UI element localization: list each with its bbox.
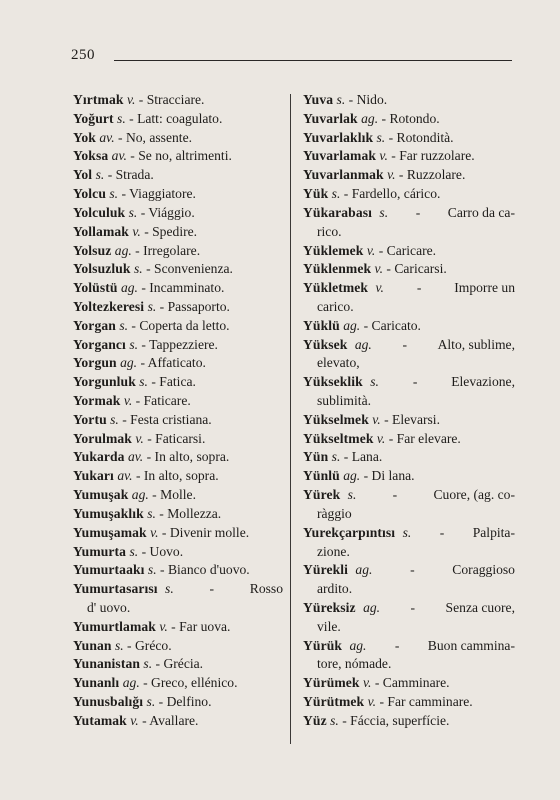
entry-headword: Yuvarlanmak: [303, 167, 384, 183]
entry-part-of-speech: s.: [147, 505, 156, 521]
entry-headword: Yunan: [73, 637, 112, 653]
dictionary-entry: Yol s. - Strada.: [73, 167, 154, 183]
entry-part-of-speech: av.: [99, 129, 115, 145]
entry-headword: Yüklenmek: [303, 261, 372, 277]
entry-part-of-speech: ag.: [131, 487, 149, 503]
dictionary-entry: Yüklemek v. - Caricare.: [303, 242, 437, 258]
entry-definition: Elevazione,: [451, 374, 515, 390]
entry-headword: Yolcu: [73, 186, 106, 202]
entry-headword: Yünlü: [303, 468, 340, 484]
dictionary-entry: Yürük ag. - Buon cammina-: [303, 637, 515, 656]
entry-headword: Yuvarlak: [303, 110, 358, 126]
dictionary-entry: Yorgan s. - Coperta da letto.: [73, 317, 230, 333]
entry-definition: Caricato.: [371, 317, 421, 333]
entry-continuation: tore, nómade.: [317, 656, 392, 672]
dictionary-entry: Yünlü ag. - Di lana.: [303, 468, 415, 484]
entry-definition: Fáccia, superfície.: [350, 712, 450, 728]
dictionary-entry: Yükarabası s. - Carro da ca-: [303, 204, 515, 223]
entry-headword: Yürek: [303, 487, 341, 503]
entry-continuation: ardito.: [317, 581, 353, 597]
entry-headword: Yormak: [73, 393, 121, 408]
entry-definition: Greco, ellénico.: [151, 675, 238, 691]
entry-part-of-speech: s.: [336, 92, 346, 107]
entry-part-of-speech: s.: [143, 656, 153, 672]
entry-definition: Carro da ca-: [447, 204, 515, 220]
dictionary-entry: Yollamak v. - Spedire.: [73, 223, 198, 239]
entry-definition: Avallare.: [149, 712, 199, 728]
entry-continuation: ràggio: [317, 505, 352, 521]
entry-headword: Yüz: [303, 712, 327, 728]
dictionary-entry: Yükseltmek v. - Far elevare.: [303, 430, 461, 446]
dictionary-entry: Yoksa av. - Se no, altrimenti.: [73, 148, 232, 164]
entry-definition: Grécia.: [163, 656, 204, 672]
entry-definition: Festa cristiana.: [130, 411, 212, 427]
entry-definition: Spedire.: [152, 223, 198, 239]
entry-definition: Se no, altrimenti.: [138, 148, 232, 164]
entry-headword: Yukarı: [73, 468, 114, 484]
dictionary-entry: Yok av. - No, assente.: [73, 129, 193, 145]
entry-definition: Imporre un: [454, 280, 515, 296]
entry-definition: Di lana.: [371, 468, 415, 484]
entry-definition: Fardello, cárico.: [351, 186, 441, 202]
entry-definition: Caricarsi.: [394, 261, 447, 277]
entry-definition: Passaporto.: [167, 298, 230, 314]
entry-part-of-speech: ag.: [114, 242, 132, 258]
dictionary-entry: Yükletmek v. - Imporre un: [303, 279, 515, 298]
entry-definition: Caricare.: [386, 242, 437, 258]
entry-definition: Stracciare.: [146, 92, 205, 107]
entry-headword: Yollamak: [73, 223, 129, 239]
entry-part-of-speech: s.: [331, 186, 341, 202]
entry-definition: Elevarsi.: [392, 411, 440, 427]
dictionary-entry: Yürümek v. - Camminare.: [303, 675, 450, 691]
page-number: 250: [71, 47, 95, 63]
entry-definition: Lana.: [351, 449, 383, 465]
entry-headword: Yürümek: [303, 675, 360, 691]
entry-definition: Rotondo.: [389, 110, 440, 126]
entry-part-of-speech: ag.: [363, 599, 381, 615]
entry-headword: Yukarda: [73, 449, 125, 465]
entry-headword: Yoksa: [73, 148, 109, 164]
entry-headword: Yorgun: [73, 355, 117, 371]
entry-part-of-speech: s.: [128, 204, 138, 220]
entry-headword: Yuva: [303, 92, 334, 107]
dictionary-entry: Yolsuz ag. - Irregolare.: [73, 242, 201, 258]
entry-headword: Yürekli: [303, 562, 349, 578]
dictionary-entry: Yunanlı ag. - Greco, ellénico.: [73, 675, 238, 691]
entry-headword: Yortu: [73, 411, 107, 427]
dictionary-entry: Yorgunluk s. - Fatica.: [73, 374, 196, 390]
entry-headword: Yorgancı: [73, 336, 126, 352]
entry-headword: Yoğurt: [73, 110, 114, 126]
dictionary-entry: Yukarı av. - In alto, sopra.: [73, 468, 219, 484]
entry-continuation: carico.: [317, 298, 354, 314]
dictionary-entry: Yüklenmek v. - Caricarsi.: [303, 261, 447, 277]
dictionary-entry: Yükselmek v. - Elevarsi.: [303, 411, 440, 427]
dictionary-entry: Yurekçarpıntısı s. - Palpita-: [303, 524, 515, 543]
entry-part-of-speech: s.: [331, 449, 341, 465]
entry-continuation: d' uovo.: [87, 599, 131, 615]
entry-definition: Strada.: [115, 167, 154, 183]
entry-headword: Yüklü: [303, 317, 340, 333]
entry-definition: Faticare.: [143, 393, 191, 408]
dictionary-entry: Yüz s. - Fáccia, superfície.: [303, 712, 450, 728]
entry-definition: Far elevare.: [396, 430, 461, 446]
entry-part-of-speech: s.: [146, 694, 156, 709]
entry-headword: Yunanlı: [73, 675, 120, 691]
entry-part-of-speech: v.: [387, 167, 396, 183]
entry-headword: Yorulmak: [73, 430, 132, 446]
entry-definition: Senza cuore,: [445, 599, 515, 615]
entry-headword: Yolüstü: [73, 280, 118, 296]
entry-headword: Yolsuzluk: [73, 261, 131, 277]
entry-part-of-speech: v.: [366, 242, 376, 258]
entry-part-of-speech: ag.: [122, 675, 140, 691]
dictionary-entry: Yüksek ag. - Alto, sublime,: [303, 336, 515, 355]
entry-part-of-speech: v.: [135, 430, 144, 446]
entry-headword: Yumuşaklık: [73, 505, 144, 521]
entry-definition: Buon cammina-: [427, 637, 515, 653]
dictionary-entry: Yunan s. - Gréco.: [73, 637, 172, 653]
entry-continuation: vile.: [317, 618, 341, 634]
entry-part-of-speech: v.: [374, 261, 383, 277]
entry-headword: Yün: [303, 449, 329, 465]
entry-part-of-speech: v.: [372, 411, 381, 427]
entry-definition: In alto, sopra.: [143, 468, 219, 484]
dictionary-entry: Yük s. - Fardello, cárico.: [303, 186, 441, 202]
entry-headword: Yuvarlaklık: [303, 129, 374, 145]
entry-headword: Yükarabası: [303, 204, 372, 220]
entry-definition: Alto, sublime,: [437, 336, 515, 352]
dictionary-entry: Yumurtaakı s. - Bianco d'uovo.: [73, 562, 250, 578]
entry-part-of-speech: s.: [109, 186, 119, 202]
entry-definition: Sconvenienza.: [154, 261, 233, 277]
entry-definition: Tappezziere.: [149, 336, 218, 352]
entry-definition: Molle.: [160, 487, 196, 503]
dictionary-entry: Yukarda av. - In alto, sopra.: [73, 449, 230, 465]
dictionary-entry: Yuvarlaklık s. - Rotondità.: [303, 129, 454, 145]
entry-definition: Viaggiatore.: [129, 186, 196, 202]
entry-definition: Incamminato.: [149, 280, 225, 296]
entry-definition: Mollezza.: [167, 505, 222, 521]
entry-part-of-speech: s.: [147, 298, 157, 314]
entry-definition: Cuore, (ag. co-: [433, 487, 515, 503]
dictionary-entry: Yumurtlamak v. - Far uova.: [73, 618, 231, 634]
dictionary-entry: Yoğurt s. - Latt: coagulato.: [73, 110, 223, 126]
entry-headword: Yolculuk: [73, 204, 126, 220]
entry-part-of-speech: ag.: [120, 355, 138, 371]
dictionary-entry: Yorgancı s. - Tappezziere.: [73, 336, 218, 352]
entry-headword: Yunanistan: [73, 656, 140, 672]
entry-continuation: sublimità.: [317, 393, 371, 408]
left-column: [73, 91, 283, 731]
entry-definition: Irregolare.: [143, 242, 201, 258]
dictionary-entry: Yuvarlanmak v. - Ruzzolare.: [303, 167, 466, 183]
entry-headword: Yunusbalığı: [73, 694, 144, 709]
entry-definition: Palpita-: [472, 524, 515, 540]
dictionary-entry: Yuva s. - Nido.: [303, 92, 388, 107]
dictionary-entry: Yoltezkeresi s. - Passaporto.: [73, 298, 230, 314]
entry-definition: Camminare.: [382, 675, 450, 691]
entry-definition: Far ruzzolare.: [399, 148, 475, 164]
dictionary-entry: Yürekli ag. - Coraggioso: [303, 561, 515, 580]
entry-part-of-speech: s.: [133, 261, 143, 277]
entry-headword: Yırtmak: [73, 92, 124, 107]
entry-part-of-speech: v.: [367, 694, 377, 709]
entry-definition: Coraggioso: [452, 562, 515, 578]
entry-part-of-speech: s.: [110, 411, 119, 427]
entry-part-of-speech: s.: [129, 543, 139, 559]
entry-part-of-speech: v.: [126, 92, 136, 107]
entry-part-of-speech: s.: [402, 524, 412, 540]
entry-part-of-speech: s.: [379, 204, 389, 220]
entry-part-of-speech: ag.: [120, 280, 138, 296]
entry-part-of-speech: v.: [375, 280, 384, 296]
entry-headword: Yüreksiz: [303, 599, 356, 615]
entry-headword: Yük: [303, 186, 329, 202]
entry-definition: Viággio.: [148, 204, 195, 220]
entry-part-of-speech: ag.: [354, 336, 372, 352]
entry-headword: Yoltezkeresi: [73, 298, 145, 314]
dictionary-entry: Yumuşaklık s. - Mollezza.: [73, 505, 222, 521]
entry-continuation: zione.: [317, 543, 350, 559]
column-divider: [290, 94, 291, 744]
entry-headword: Yumurtasarısı: [73, 581, 158, 597]
dictionary-entry: Yorulmak v. - Faticarsi.: [73, 430, 206, 446]
entry-headword: Yol: [73, 167, 93, 183]
right-column: [303, 91, 515, 731]
entry-headword: Yolsuz: [73, 242, 112, 258]
entry-part-of-speech: s.: [147, 562, 157, 578]
entry-part-of-speech: v.: [123, 393, 133, 408]
entry-headword: Yürütmek: [303, 694, 365, 709]
entry-part-of-speech: ag.: [355, 562, 373, 578]
entry-headword: Yurekçarpıntısı: [303, 524, 396, 540]
entry-part-of-speech: v.: [376, 430, 386, 446]
dictionary-entry: Yumurtasarısı s. - Rosso: [73, 580, 283, 599]
entry-part-of-speech: v.: [130, 712, 139, 728]
dictionary-entry: Yolsuzluk s. - Sconvenienza.: [73, 261, 233, 277]
dictionary-entry: Yutamak v. - Avallare.: [73, 712, 199, 728]
dictionary-entry: Yortu s. - Festa cristiana.: [73, 411, 212, 427]
entry-definition: Bianco d'uovo.: [167, 562, 250, 578]
entry-part-of-speech: s.: [330, 712, 339, 728]
entry-part-of-speech: s.: [95, 167, 105, 183]
dictionary-entry: Yolculuk s. - Viággio.: [73, 204, 195, 220]
entry-part-of-speech: av.: [117, 468, 133, 484]
entry-headword: Yumuşak: [73, 487, 129, 503]
entry-part-of-speech: ag.: [361, 110, 379, 126]
dictionary-entry: Yürütmek v. - Far camminare.: [303, 694, 473, 709]
dictionary-entry: Yumuşamak v. - Divenir molle.: [73, 524, 250, 540]
entry-definition: Gréco.: [134, 637, 172, 653]
entry-headword: Yumurtlamak: [73, 618, 156, 634]
dictionary-entry: Yükseklik s. - Elevazione,: [303, 373, 515, 392]
entry-continuation: rico.: [317, 223, 342, 239]
dictionary-entry: Yumuşak ag. - Molle.: [73, 487, 196, 503]
entry-part-of-speech: av.: [111, 148, 127, 164]
entry-part-of-speech: s.: [119, 317, 129, 333]
entry-definition: Nido.: [356, 92, 388, 107]
entry-headword: Yorgan: [73, 317, 116, 333]
dictionary-entry: Yolüstü ag. - Incamminato.: [73, 280, 225, 296]
entry-part-of-speech: v.: [150, 524, 159, 540]
entry-definition: Latt: coagulato.: [137, 110, 223, 126]
dictionary-entry: Yolcu s. - Viaggiatore.: [73, 186, 196, 202]
dictionary-entry: Yorgun ag. - Affaticato.: [73, 355, 206, 371]
entry-part-of-speech: s.: [165, 581, 174, 597]
entry-definition: Affaticato.: [147, 355, 206, 371]
entry-headword: Yorgunluk: [73, 374, 136, 390]
entry-definition: Rotondità.: [396, 129, 454, 145]
entry-part-of-speech: s.: [370, 374, 379, 390]
entry-headword: Yüklemek: [303, 242, 364, 258]
dictionary-entry: Yumurta s. - Uovo.: [73, 543, 184, 559]
dictionary-entry: Yormak v. - Faticare.: [73, 393, 191, 408]
entry-part-of-speech: s.: [376, 129, 386, 145]
entry-definition: Delfino.: [166, 694, 212, 709]
entry-definition: Coperta da letto.: [139, 317, 230, 333]
dictionary-entry: Yürek s. - Cuore, (ag. co-: [303, 486, 515, 505]
dictionary-entry: Yunanistan s. - Grécia.: [73, 656, 204, 672]
entry-headword: Yükseltmek: [303, 430, 374, 446]
entry-definition: Faticarsi.: [155, 430, 206, 446]
entry-headword: Yok: [73, 129, 96, 145]
entry-part-of-speech: s.: [114, 637, 124, 653]
entry-part-of-speech: v.: [132, 223, 141, 239]
entry-part-of-speech: s.: [117, 110, 126, 126]
entry-part-of-speech: ag.: [343, 317, 361, 333]
entry-part-of-speech: ag.: [343, 468, 361, 484]
entry-definition: Uovo.: [149, 543, 184, 559]
entry-definition: In alto, sopra.: [154, 449, 230, 465]
entry-definition: Fatica.: [159, 374, 196, 390]
dictionary-entry: Yuvarlak ag. - Rotondo.: [303, 110, 440, 126]
entry-headword: Yuvarlamak: [303, 148, 377, 164]
entry-headword: Yutamak: [73, 712, 127, 728]
entry-part-of-speech: v.: [159, 618, 168, 634]
entry-definition: Ruzzolare.: [406, 167, 466, 183]
header-rule: [114, 60, 512, 61]
entry-headword: Yükseklik: [303, 374, 363, 390]
entry-headword: Yumuşamak: [73, 524, 147, 540]
dictionary-entry: Yün s. - Lana.: [303, 449, 383, 465]
dictionary-entry: Yunusbalığı s. - Delfino.: [73, 694, 212, 709]
entry-part-of-speech: v.: [363, 675, 372, 691]
entry-headword: Yüksek: [303, 336, 348, 352]
entry-definition: Far uova.: [179, 618, 231, 634]
entry-definition: Divenir molle.: [169, 524, 250, 540]
entry-headword: Yumurtaakı: [73, 562, 145, 578]
entry-continuation: elevato,: [317, 355, 360, 371]
entry-headword: Yükletmek: [303, 280, 369, 296]
entry-headword: Yumurta: [73, 543, 127, 559]
entry-definition: No, assente.: [125, 129, 193, 145]
entry-part-of-speech: s.: [347, 487, 357, 503]
entry-part-of-speech: v.: [379, 148, 388, 164]
entry-part-of-speech: ag.: [349, 637, 367, 653]
entry-headword: Yükselmek: [303, 411, 369, 427]
dictionary-entry: Yırtmak v. - Stracciare.: [73, 92, 205, 107]
entry-part-of-speech: s.: [139, 374, 148, 390]
dictionary-entry: Yuvarlamak v. - Far ruzzolare.: [303, 148, 475, 164]
dictionary-entry: Yüreksiz ag. - Senza cuore,: [303, 599, 515, 618]
entry-headword: Yürük: [303, 637, 343, 653]
entry-part-of-speech: s.: [129, 336, 139, 352]
entry-definition: Far camminare.: [387, 694, 473, 709]
entry-definition: Rosso: [249, 581, 283, 597]
dictionary-entry: Yüklü ag. - Caricato.: [303, 317, 421, 333]
entry-part-of-speech: av.: [127, 449, 144, 465]
